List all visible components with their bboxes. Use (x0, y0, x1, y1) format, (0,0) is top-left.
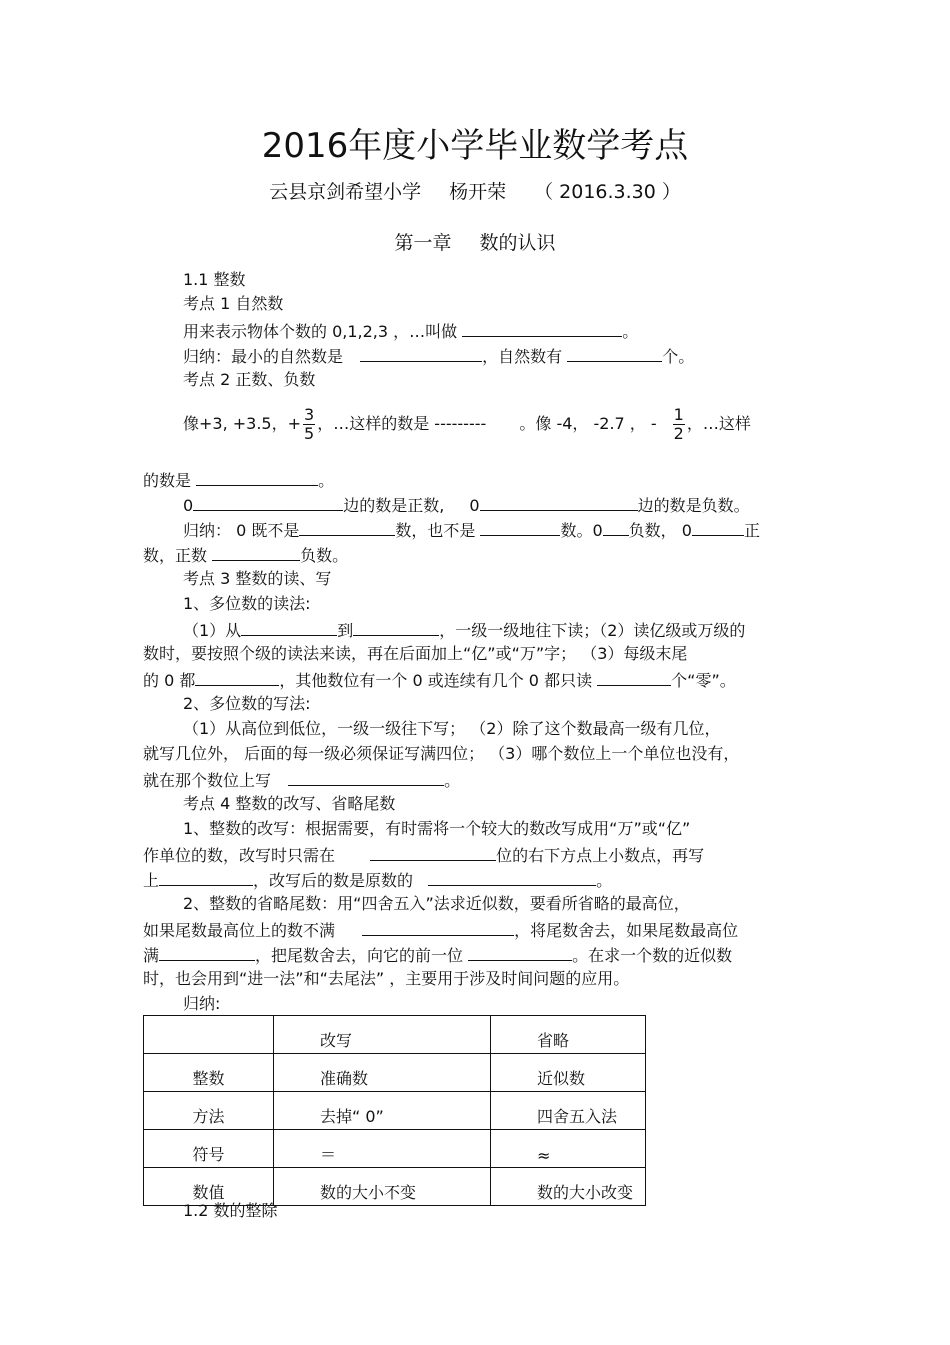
table-cell: 准确数 (274, 1054, 491, 1092)
fill-blank[interactable] (428, 869, 596, 886)
table-cell: 符号 (144, 1130, 274, 1168)
kaodian-heading: 考点 2 正数、负数 (183, 370, 316, 389)
text-line: 1、多位数的读法: (183, 594, 311, 613)
table-cell: ≈ (491, 1130, 646, 1168)
text-line: 2、整数的省略尾数：用“四舍五入”法求近似数，要看所省略的最高位， (183, 894, 690, 913)
kaodian-heading: 考点 1 自然数 (183, 294, 284, 313)
document-date: （ 2016.3.30 ） (534, 181, 681, 203)
fill-blank[interactable] (196, 469, 318, 486)
chapter-heading (0, 231, 950, 255)
fill-blank[interactable] (353, 619, 439, 636)
section-heading: 1.1 整数 (183, 270, 246, 289)
text-line: 用来表示物体个数的 0,1,2,3 ，…叫做 。 (183, 322, 639, 341)
text-line: 就在那个数位上写 。 (143, 771, 461, 790)
text-line: 归纳： 0 既不是 数，也不是 数。0 负数， 0 正 (183, 521, 760, 540)
table-cell: 数的大小改变 (491, 1168, 646, 1206)
table-row (144, 1168, 646, 1206)
fill-blank[interactable] (462, 320, 622, 337)
document-title: 2016年度小学毕业数学考点 (261, 126, 689, 166)
summary-table (143, 1015, 646, 1206)
table-row (144, 1054, 646, 1092)
fill-blank[interactable] (193, 494, 343, 511)
subtitle (0, 180, 950, 204)
school-name: 云县京剑希望小学 (269, 181, 422, 203)
kaodian-heading: 考点 3 整数的读、写 (183, 569, 332, 588)
fill-blank[interactable] (480, 494, 638, 511)
text-line: 数时，要按照个级的读法来读，再在后面加上“亿”或“万”字； （3）每级末尾 (143, 644, 688, 663)
text-line: 的数是 。 (143, 471, 335, 490)
fill-blank[interactable] (159, 869, 253, 886)
text-line: （1）从高位到低位，一级一级往下写； （2）除了这个数最高一级有几位， (183, 719, 721, 738)
table-row (144, 1130, 646, 1168)
fill-blank[interactable] (288, 769, 444, 786)
fill-blank[interactable] (468, 944, 572, 961)
text-line: 作单位的数，改写时只需在 位的右下方点上小数点，再写 (143, 846, 705, 865)
fill-blank[interactable] (362, 919, 514, 936)
text-line: 上 ，改写后的数是原数的 。 (143, 871, 613, 890)
fill-blank[interactable] (241, 619, 337, 636)
text-line: 时，也会用到“进一法”和“去尾法” ，主要用于涉及时间问题的应用。 (143, 969, 630, 988)
text-line: 2、多位数的写法: (183, 694, 311, 713)
table-row (144, 1092, 646, 1130)
chapter-name: 数的认识 (479, 232, 556, 254)
fill-blank[interactable] (692, 519, 744, 536)
text-line: 满 ，把尾数舍去，向它的前一位 。在求一个数的近似数 (143, 946, 733, 965)
fill-blank[interactable] (195, 669, 279, 686)
fill-blank[interactable] (597, 669, 671, 686)
fill-blank[interactable] (159, 944, 255, 961)
chapter-number: 第一章 (394, 232, 452, 254)
fill-blank[interactable] (212, 544, 300, 561)
table-cell: 近似数 (491, 1054, 646, 1092)
fill-blank[interactable] (299, 519, 395, 536)
table-cell: 改写 (274, 1016, 491, 1054)
text-line: 就写几位外， 后面的每一级必须保证写满四位； （3）哪个数位上一个单位也没有， (143, 744, 740, 763)
text-line: 数，正数 负数。 (143, 546, 349, 565)
table-header-row (144, 1016, 646, 1054)
fraction: $\frac{3}{5}$ (304, 405, 315, 443)
text-line: 如果尾数最高位上的数不满 ，将尾数舍去，如果尾数最高位 (143, 921, 739, 940)
section-heading: 1.2 数的整除 (183, 1201, 278, 1220)
author-name: 杨开荣 (449, 181, 507, 203)
fill-blank[interactable] (480, 519, 560, 536)
table-cell: ＝ (274, 1130, 491, 1168)
text-line: 归纳：最小的自然数是 ，自然数有 个。 (183, 347, 695, 366)
text-line: （1）从 到 ，一级一级地往下读；（2）读亿级或万级的 (183, 621, 746, 640)
table-cell: 整数 (144, 1054, 274, 1092)
table-cell: 数的大小不变 (274, 1168, 491, 1206)
fill-blank[interactable] (567, 345, 662, 362)
table-cell (144, 1016, 274, 1054)
kaodian-heading: 考点 4 整数的改写、省略尾数 (183, 794, 396, 813)
text-line: 像+3, +3.5，+ $\frac{3}{5}$ ，…这样的数是 --------- 。像 -4， -2.7 ， - $\frac{1}{2}$ ，…这样 (183, 405, 751, 443)
table-cell: 去掉“ 0” (274, 1092, 491, 1130)
text-line: 0 边的数是正数, 0 边的数是负数。 (183, 496, 750, 515)
table-cell: 省略 (491, 1016, 646, 1054)
fill-blank[interactable] (603, 519, 629, 536)
table-cell: 四舍五入法 (491, 1092, 646, 1130)
table-cell: 数值 (144, 1168, 274, 1206)
fill-blank[interactable] (360, 345, 482, 362)
text-line: 的 0 都 ，其他数位有一个 0 或连续有几个 0 都只读 个“零”。 (143, 671, 736, 690)
table-cell: 方法 (144, 1092, 274, 1130)
text-line: 归纳: (183, 994, 221, 1013)
fraction: $\frac{1}{2}$ (673, 405, 684, 443)
fill-blank[interactable] (370, 844, 496, 861)
text-line: 1、整数的改写：根据需要，有时需将一个较大的数改写成用“万”或“亿” (183, 819, 691, 838)
